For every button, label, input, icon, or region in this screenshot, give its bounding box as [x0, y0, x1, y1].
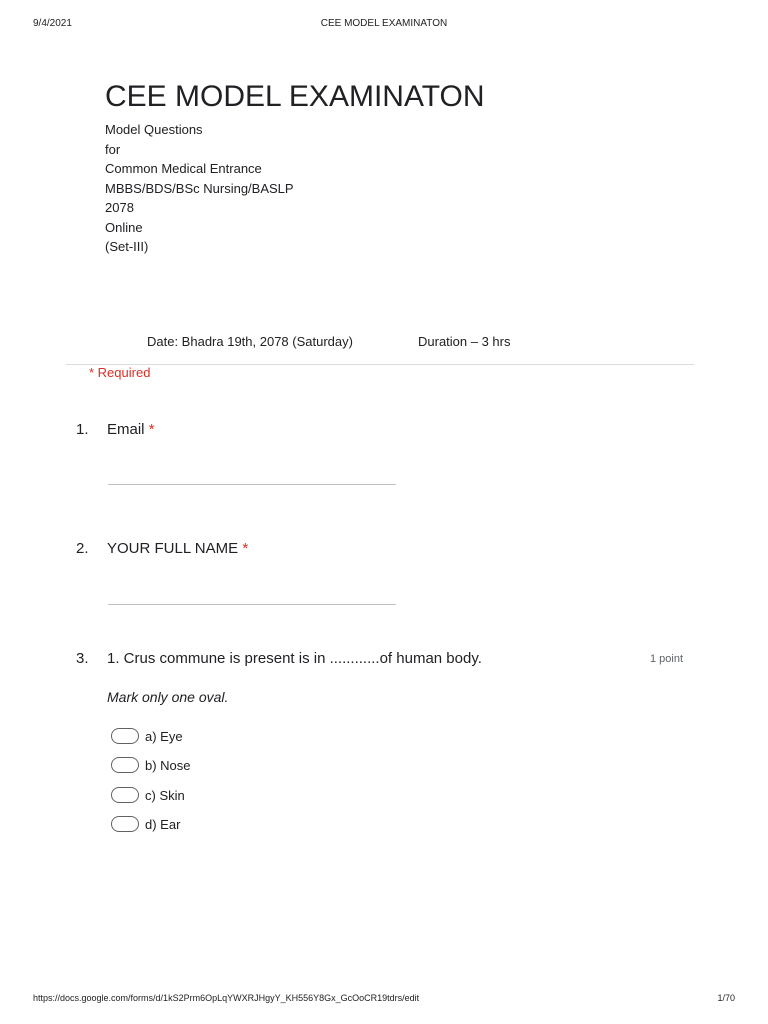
option-d[interactable]	[111, 814, 180, 834]
description-line: (Set-III)	[105, 239, 149, 254]
question-number: 2.	[76, 540, 89, 557]
print-date: 9/4/2021	[33, 18, 72, 29]
header-divider	[66, 364, 694, 365]
description-line: 2078	[105, 200, 134, 215]
description-line: Model Questions	[105, 122, 203, 137]
print-footer-url: https://docs.google.com/forms/d/1kS2Prm6OpLqYWXRJHgyY_KH556Y8Gx_GcOoCR19tdrs/edit	[33, 993, 420, 1003]
description-line: Online	[105, 219, 143, 235]
full-name-input[interactable]	[108, 604, 396, 605]
radio-oval[interactable]	[111, 757, 139, 773]
radio-oval[interactable]	[111, 787, 139, 803]
exam-duration: Duration – 3 hrs	[418, 334, 511, 349]
form-title: CEE MODEL EXAMINATON	[105, 80, 485, 113]
question-points: 1 point	[650, 653, 684, 665]
required-note: * Required	[89, 365, 151, 380]
question-text: Email	[107, 421, 145, 438]
question-number: 3.	[76, 650, 89, 667]
option-label: a) Eye	[145, 728, 183, 744]
option-c[interactable]	[111, 785, 185, 805]
print-header-title: CEE MODEL EXAMINATON	[320, 18, 448, 29]
question-full-name-label	[107, 540, 248, 557]
question-email-label	[107, 421, 155, 438]
exam-date: Date: Bhadra 19th, 2078 (Saturday)	[147, 334, 353, 349]
question-number: 1.	[76, 421, 89, 438]
radio-oval[interactable]	[111, 728, 139, 744]
option-b[interactable]	[111, 755, 191, 775]
option-label: d) Ear	[145, 816, 181, 832]
option-label: c) Skin	[145, 787, 185, 803]
question-text: YOUR FULL NAME	[107, 540, 239, 557]
form-description	[105, 120, 294, 257]
radio-oval[interactable]	[111, 816, 139, 832]
description-line: MBBS/BDS/BSc Nursing/BASLP	[105, 180, 294, 196]
option-a[interactable]	[111, 726, 183, 746]
print-page-number: 1/70	[717, 993, 735, 1003]
required-asterisk: *	[148, 421, 155, 438]
question-text: 1. Crus commune is present is in ............of human body.	[107, 650, 482, 667]
description-line: for	[105, 141, 121, 157]
required-asterisk: *	[242, 540, 249, 557]
option-label: b) Nose	[145, 757, 191, 773]
question-instruction: Mark only one oval.	[107, 689, 229, 705]
description-line: Common Medical Entrance	[105, 161, 262, 176]
email-input[interactable]	[108, 484, 396, 485]
